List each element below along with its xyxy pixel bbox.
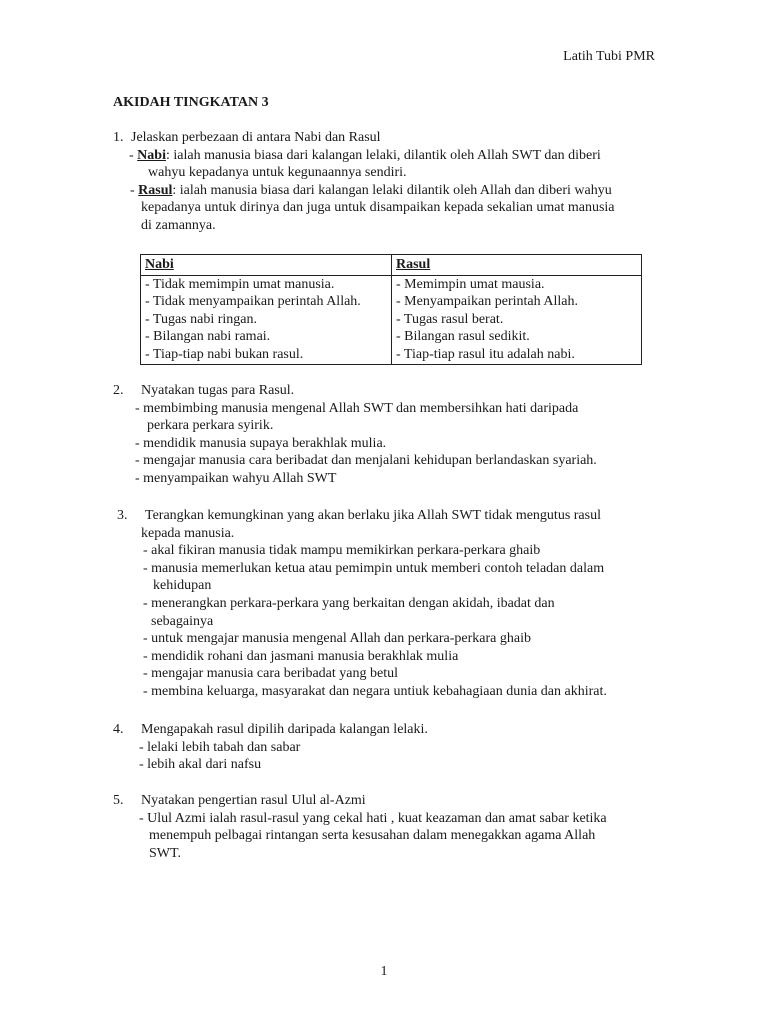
rasul-definition-text: : ialah manusia biasa dari kalangan lelaki dilantik oleh Allah dan diberi wahyu xyxy=(172,182,612,198)
question-4-line xyxy=(113,721,658,739)
table-cell-line: - Bilangan rasul sedikit. xyxy=(396,329,530,345)
table-cell-line: - Tidak menyampaikan perintah Allah. xyxy=(145,294,361,310)
nabi-definition-text: : ialah manusia biasa dari kalangan lelaki, dilantik oleh Allah SWT dan diberi xyxy=(165,147,601,163)
list-item: - lelaki lebih tabah dan sabar xyxy=(139,739,301,755)
list-item: - akal fikiran manusia tidak mampu memikirkan perkara-perkara ghaib xyxy=(143,543,541,559)
term-rasul: Rasul xyxy=(138,182,173,198)
bullet-dash: - xyxy=(130,182,139,198)
table-cell-line: - Menyampaikan perintah Allah. xyxy=(396,294,578,310)
list-item: - Ulul Azmi ialah rasul-rasul yang cekal hati , kuat keazaman dan amat sabar ketika xyxy=(139,810,607,826)
table-cell-line: - Tugas nabi ringan. xyxy=(145,311,257,327)
question-text: Jelaskan perbezaan di antara Nabi dan Rasul xyxy=(131,130,381,145)
list-item: SWT. xyxy=(149,845,182,861)
question-number: 5. xyxy=(113,793,124,808)
question-5 xyxy=(113,792,658,862)
list-item: sebagainya xyxy=(151,613,214,629)
question-number: 4. xyxy=(113,722,124,737)
list-item: - mengajar manusia cara beribadat yang betul xyxy=(143,666,398,682)
table-cell-line: - Tiap-tiap nabi bukan rasul. xyxy=(145,346,304,362)
question-3-line xyxy=(117,507,658,525)
question-2-line xyxy=(113,382,658,400)
page-number: 1 xyxy=(380,964,388,979)
rasul-column xyxy=(392,275,642,364)
list-item: kehidupan xyxy=(153,578,212,594)
document-title: AKIDAH TINGKATAN 3 xyxy=(113,95,269,110)
question-1-line xyxy=(113,129,658,147)
header-rasul: Rasul xyxy=(392,255,642,276)
nabi-definition-cont: wahyu kepadanya untuk kegunaannya sendiri. xyxy=(148,165,407,181)
table-cell-line: - Memimpin umat mausia. xyxy=(396,276,545,292)
list-item: - menerangkan perkara-perkara yang berkaitan dengan akidah, ibadat dan xyxy=(143,595,555,611)
list-item: - membimbing manusia mengenal Allah SWT dan membersihkan hati daripada xyxy=(135,400,579,416)
list-item: - membina keluarga, masyarakat dan negara untiuk kebahagiaan dunia dan akhirat. xyxy=(143,683,607,699)
table-cell-line: - Bilangan nabi ramai. xyxy=(145,329,271,345)
list-item: - mengajar manusia cara beribadat dan menjalani kehidupan berlandaskan syariah. xyxy=(135,453,597,469)
question-text: Mengapakah rasul dipilih daripada kalangan lelaki. xyxy=(141,722,428,737)
table-cell-line: - Tiap-tiap rasul itu adalah nabi. xyxy=(396,346,575,362)
table-header-row xyxy=(141,255,642,276)
header-nabi: Nabi xyxy=(141,255,392,276)
list-item: - manusia memerlukan ketua atau pemimpin untuk memberi contoh teladan dalam xyxy=(143,560,605,576)
list-item: perkara perkara syirik. xyxy=(147,418,274,434)
comparison-table xyxy=(140,254,642,365)
rasul-definition-cont: di zamannya. xyxy=(141,217,216,233)
table-cell-line: - Tidak memimpin umat manusia. xyxy=(145,276,335,292)
header-label: Latih Tubi PMR xyxy=(563,49,655,64)
list-item: - mendidik manusia supaya berakhlak mulia. xyxy=(135,435,387,451)
term-nabi: Nabi xyxy=(137,147,166,163)
question-5-line xyxy=(113,792,658,810)
nabi-definition xyxy=(129,147,658,165)
rasul-definition xyxy=(130,182,658,200)
table-row xyxy=(141,275,642,364)
list-item: - untuk mengajar manusia mengenal Allah dan perkara-perkara ghaib xyxy=(143,631,531,647)
table-cell-line: - Tugas rasul berat. xyxy=(396,311,504,327)
nabi-column xyxy=(141,275,392,364)
list-item: - lebih akal dari nafsu xyxy=(139,757,262,773)
question-text: Terangkan kemungkinan yang akan berlaku jika Allah SWT tidak mengutus rasul xyxy=(145,508,601,523)
list-item: - mendidik rohani dan jasmani manusia berakhlak mulia xyxy=(143,648,459,664)
question-text-cont: kepada manusia. xyxy=(141,525,235,541)
list-item: - menyampaikan wahyu Allah SWT xyxy=(135,470,337,486)
question-number: 1. xyxy=(113,130,124,145)
question-number: 3. xyxy=(117,508,128,523)
rasul-definition-cont: kepadanya untuk dirinya dan juga untuk disampaikan kepada sekalian umat manusia xyxy=(141,200,615,216)
question-text: Nyatakan tugas para Rasul. xyxy=(141,383,295,398)
question-text: Nyatakan pengertian rasul Ulul al-Azmi xyxy=(141,793,366,808)
question-number: 2. xyxy=(113,383,124,398)
question-1 xyxy=(113,129,658,235)
question-2 xyxy=(113,382,658,488)
list-item: menempuh pelbagai rintangan serta kesusahan dalam menegakkan agama Allah xyxy=(149,828,596,844)
question-4 xyxy=(113,721,658,774)
question-3 xyxy=(113,507,658,701)
bullet-dash: - xyxy=(129,147,138,163)
